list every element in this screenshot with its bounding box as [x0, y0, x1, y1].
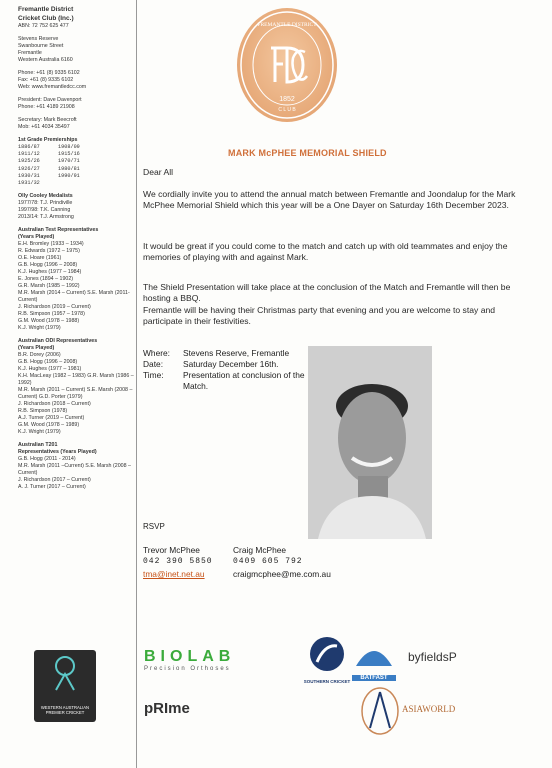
test-rep: J. Richardson (2019 – Current)	[18, 304, 91, 311]
t20-rep: M.R. Marsh (2011 –Current) S.E. Marsh (2008 – Current)	[18, 463, 131, 477]
premierships-list	[18, 144, 98, 187]
batfast-label: BATFAST	[352, 675, 396, 681]
paragraph-3: The Shield Presentation will take place at the conclusion of the Match and Fremantle will then be hosting a BBQ.	[143, 282, 511, 304]
odi-rep: M.R. Marsh (2011 – Current) S.E. Marsh (2008 – Current) G.D. Porter (1979)	[18, 387, 133, 401]
test-rep: M.R. Marsh (2014 – Current) S.E. Marsh (2011-Current)	[18, 290, 130, 304]
asiaworld-icon	[360, 686, 400, 736]
abn: ABN: 72 752 625 477	[18, 23, 69, 29]
crest-bottom-text: C L U B	[278, 107, 296, 113]
t20-subtitle: Representatives (Years Played)	[18, 449, 97, 456]
premiership-year: 1990/91	[58, 172, 80, 179]
paragraph-2: It would be great if you could come to the match and catch up with old teammates and enjoy the memories of playing with and against Mark.	[143, 241, 508, 263]
biolab-name: BIOLAB	[144, 648, 236, 665]
batfast-icon	[352, 640, 396, 670]
address-line: Stevens Reserve	[18, 36, 59, 42]
wapc-logo	[34, 650, 96, 722]
premiership-year: 1915/16	[58, 151, 80, 158]
asiaworld-label: ASIAWORLD	[402, 704, 456, 714]
club-crest	[237, 8, 337, 122]
test-rep: R.B. Simpson (1957 – 1978)	[18, 311, 85, 318]
premiership-year: 1911/12	[18, 151, 40, 158]
odi-title: Australian ODI Representatives	[18, 338, 98, 345]
test-rep: E. Jones (1894 – 1902)	[18, 276, 74, 283]
test-rep: G.M. Wood (1978 – 1988)	[18, 318, 80, 325]
paragraph-1: We cordially invite you to attend the annual match between Fremantle and Joondalup for the Mark McPhee Memorial Shield which this year will be a One Dayer on Saturday 16th December 2023.	[143, 189, 516, 211]
premiership-year: 1908/09	[58, 144, 80, 150]
odi-subtitle: (Years Played)	[18, 345, 55, 352]
contact-email-link[interactable]: tma@inet.net.au	[143, 569, 205, 579]
premiership-year: 1886/87	[18, 144, 40, 150]
test-rep: R. Edwards (1972 – 1975)	[18, 248, 80, 255]
crest-top-text: FREMANTLE DISTRICT	[257, 22, 317, 28]
address-line: Western Australia 6160	[18, 57, 73, 63]
southern-cricket-logo	[302, 634, 352, 684]
secretary: Secretary: Mark Beecroft	[18, 117, 77, 123]
test-title: Australian Test Representatives	[18, 227, 99, 234]
odi-rep: R.B. Simpson (1978)	[18, 408, 68, 415]
club-name-line1: Fremantle District	[18, 6, 74, 13]
cooley-item: 1997/98: T.K. Canning	[18, 207, 71, 214]
website[interactable]: Web: www.fremantledcc.com	[18, 84, 87, 90]
date-value: Saturday December 16th.	[183, 359, 279, 369]
biolab-subtitle: Precision Orthoses	[144, 666, 231, 672]
cooley-title: Olly Cooley Medalists	[18, 193, 73, 200]
contact-name: Trevor McPhee	[143, 545, 200, 555]
southern-cricket-icon	[307, 634, 347, 674]
test-rep: O.E. Hoare (1961)	[18, 255, 62, 262]
t20-rep: J. Richardson (2017 – Current)	[18, 477, 91, 484]
paragraph-4: Fremantle will be having their Christmas party that evening and you are welcome to stay and participate in their festivities.	[143, 305, 496, 327]
premierships-title: 1st Grade Premierships	[18, 137, 78, 143]
odi-rep: A.J. Turner (2019 – Current)	[18, 415, 85, 422]
t20-rep: G.B. Hogg (2011 - 2014)	[18, 456, 76, 463]
test-rep: G.B. Hogg (1996 – 2008)	[18, 262, 78, 269]
contact-phone: 0409 605 792	[233, 557, 303, 566]
test-rep: G.R. Marsh (1985 – 1992)	[18, 283, 80, 290]
rsvp-label: RSVP	[143, 522, 165, 531]
southern-label: SOUTHERN CRICKET	[303, 679, 351, 684]
premiership-year: 1930/31	[18, 172, 40, 179]
letterhead-sidebar	[18, 6, 134, 497]
cooley-item: 2013/14: T.J. Armstrong	[18, 214, 74, 221]
address-line: Swanbourne Street	[18, 43, 64, 49]
premiership-year: 1926/27	[18, 165, 40, 172]
sidebar-divider	[136, 0, 137, 768]
portrait-photo	[308, 346, 432, 539]
premiership-year: 1970/71	[58, 158, 80, 165]
odi-rep: J. Richardson (2018 – Current)	[18, 401, 91, 408]
contact-email[interactable]: craigmcphee@me.com.au	[233, 569, 331, 579]
byfields-logo: byfieldsP	[408, 650, 457, 664]
test-rep: E.H. Bromley (1933 – 1934)	[18, 241, 84, 248]
prime-logo: pRIme	[144, 700, 190, 717]
date-label: Date:	[143, 359, 164, 369]
contact-name: Craig McPhee	[233, 545, 287, 555]
t20-title: Australian T201	[18, 442, 58, 449]
premiership-year: 1925/26	[18, 158, 40, 165]
contact-1	[143, 544, 213, 580]
contact-phone: 042 390 5850	[143, 557, 213, 566]
club-address	[18, 36, 134, 64]
where-value: Stevens Reserve, Fremantle	[183, 348, 290, 358]
t20-rep: A. J. Turner (2017 – Current)	[18, 484, 86, 491]
odi-rep: K.J. Hughes (1977 – 1981)	[18, 366, 82, 373]
letter-title: MARK McPHEE MEMORIAL SHIELD	[228, 148, 387, 158]
test-rep: K.J. Hughes (1977 – 1984)	[18, 269, 82, 276]
batfast-logo	[352, 640, 396, 680]
cooley-item: 1977/78: T.J. Prindiville	[18, 200, 73, 207]
contact-2	[233, 544, 331, 580]
event-details	[143, 348, 307, 392]
time-value: Presentation at conclusion of the Match.	[183, 370, 305, 391]
cricketer-icon	[34, 650, 96, 700]
odi-rep: B.R. Dorey (2006)	[18, 352, 61, 359]
crest-year: 1852	[279, 96, 295, 103]
phone: Phone: +61 (8) 9335 6102	[18, 70, 80, 76]
odi-rep: K.H. MacLeay (1982 – 1983) G.R. Marsh (1986 – 1992)	[18, 373, 134, 387]
test-subtitle: (Years Played)	[18, 234, 55, 241]
secretary-mobile: Mob: +61 4034 35497	[18, 124, 70, 130]
president-phone: Phone: +61 4189 21908	[18, 104, 75, 110]
asiaworld-logo	[360, 686, 480, 736]
salutation: Dear All	[143, 167, 174, 177]
president: President: Dave Davenport	[18, 97, 82, 103]
biolab-logo	[144, 648, 235, 672]
premiership-year: 1980/81	[58, 165, 80, 172]
odi-rep: K.J. Wright (1979)	[18, 429, 61, 436]
test-rep: K.J. Wright (1979)	[18, 325, 61, 332]
odi-rep: G.B. Hogg (1996 – 2008)	[18, 359, 78, 366]
fax: Fax: +61 (8) 9335 6102	[18, 77, 74, 83]
where-label: Where:	[143, 348, 170, 358]
premiership-year: 1931/32	[18, 180, 40, 187]
club-name-line2: Cricket Club (Inc.)	[18, 14, 74, 22]
address-line: Fremantle	[18, 50, 42, 56]
portrait-icon	[308, 346, 432, 539]
odi-rep: G.M. Wood (1978 – 1989)	[18, 422, 80, 429]
wapc-label: WESTERN AUSTRALIAN PREMIER CRICKET	[40, 705, 90, 715]
time-label: Time:	[143, 370, 164, 380]
